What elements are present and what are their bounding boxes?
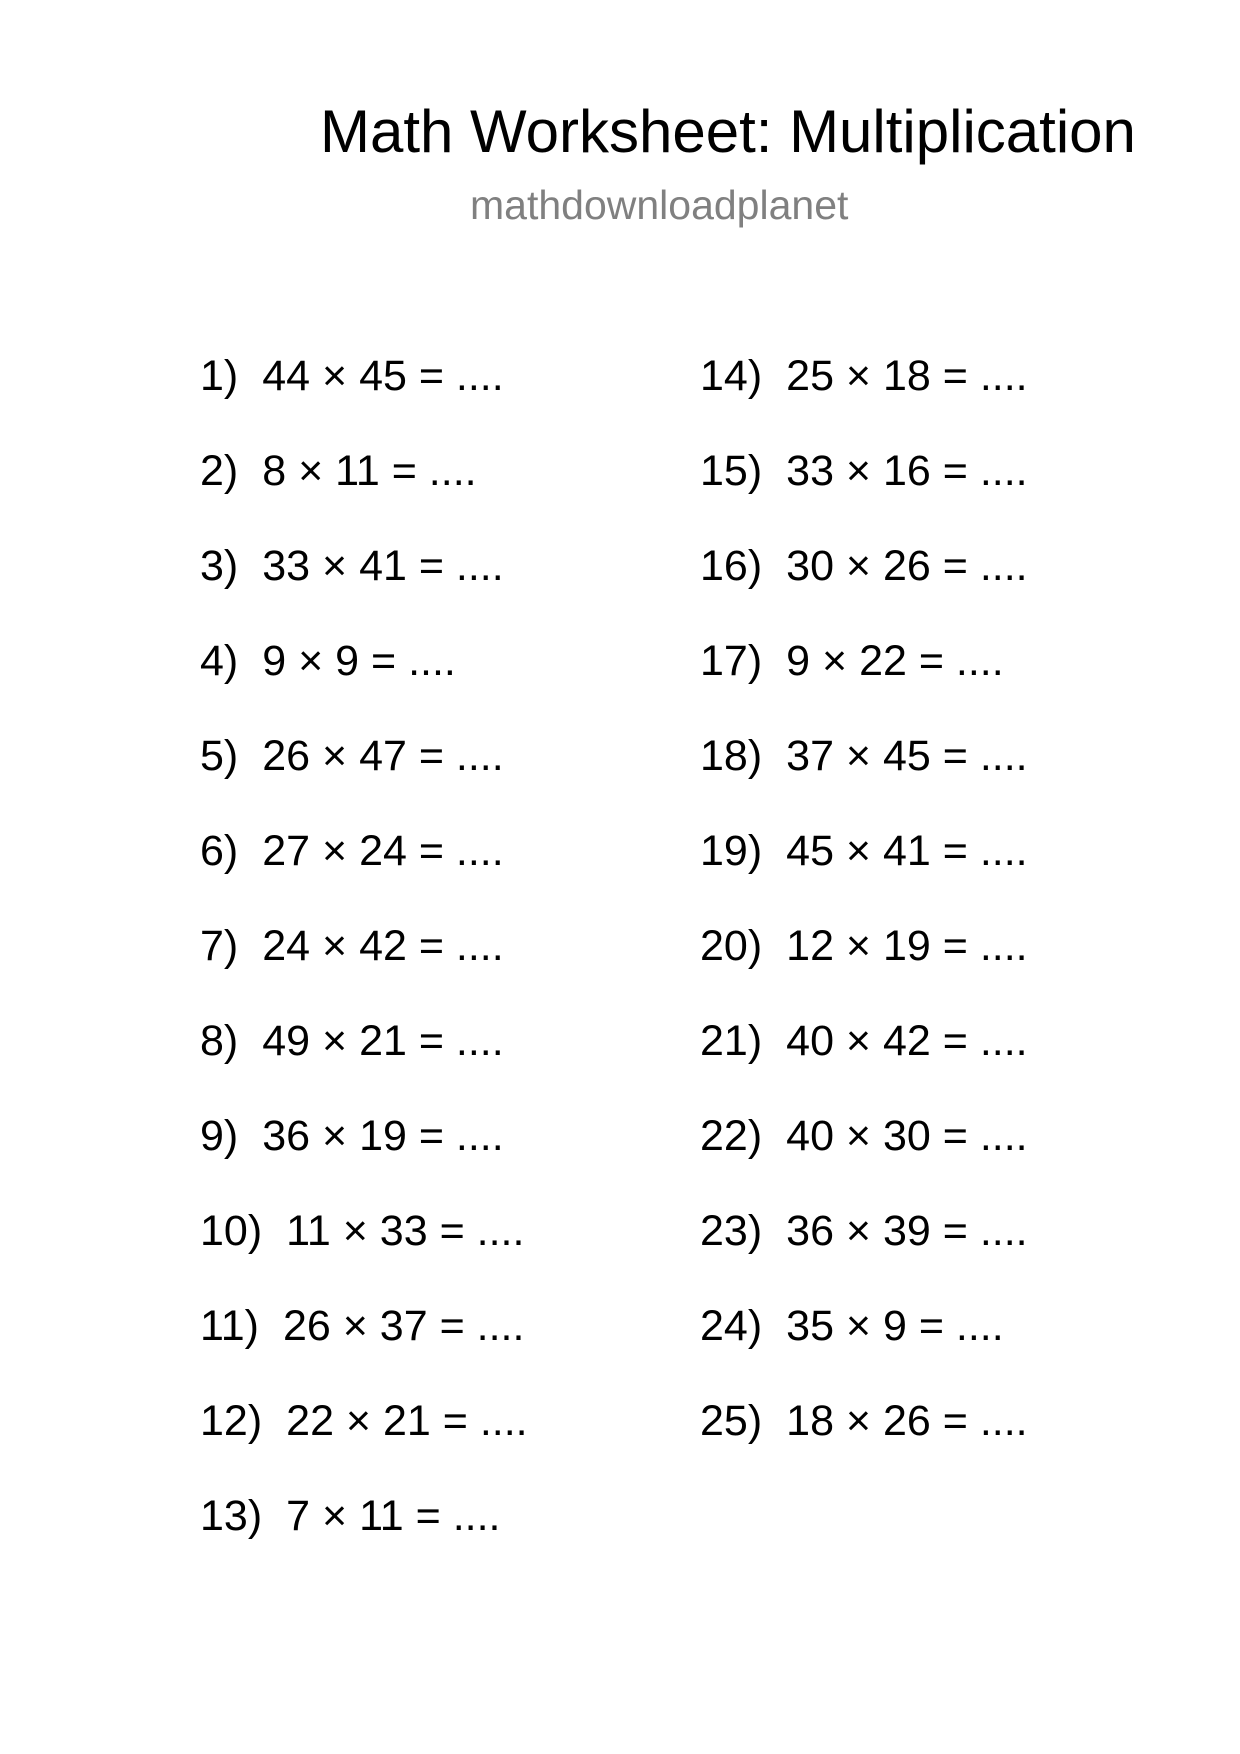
- problem-item: [200, 631, 528, 726]
- problems-column-left: [200, 346, 528, 1581]
- page-title: Math Worksheet: Multiplication: [320, 98, 1136, 165]
- problem-expression: 12 × 19 = ....: [786, 922, 1028, 970]
- problem-number: 14): [700, 352, 763, 400]
- problem-expression: 37 × 45 = ....: [786, 732, 1028, 780]
- problem-item: [200, 346, 528, 441]
- problem-expression: 11 × 33 = ....: [286, 1207, 525, 1255]
- problem-number: 25): [700, 1397, 763, 1445]
- problem-number: 15): [700, 447, 763, 495]
- problem-expression: 25 × 18 = ....: [786, 352, 1028, 400]
- problem-expression: 36 × 39 = ....: [786, 1207, 1028, 1255]
- problem-number: 8): [200, 1017, 239, 1065]
- problem-expression: 35 × 9 = ....: [786, 1302, 1004, 1350]
- problem-item: [200, 1201, 528, 1296]
- problem-item: [200, 1486, 528, 1581]
- problem-expression: 24 × 42 = ....: [262, 922, 504, 970]
- problem-number: 22): [700, 1112, 763, 1160]
- problem-item: [700, 1391, 1028, 1486]
- problem-number: 19): [700, 827, 763, 875]
- problem-item: [200, 1296, 528, 1391]
- problem-expression: 49 × 21 = ....: [262, 1017, 504, 1065]
- problem-expression: 26 × 47 = ....: [262, 732, 504, 780]
- problem-number: 2): [200, 447, 239, 495]
- problem-item: [700, 1011, 1028, 1106]
- problem-item: [700, 726, 1028, 821]
- problem-item: [200, 1106, 528, 1201]
- problem-item: [200, 441, 528, 536]
- problem-item: [200, 1391, 528, 1486]
- problem-number: 6): [200, 827, 239, 875]
- problem-number: 18): [700, 732, 763, 780]
- page-subtitle: mathdownloadplanet: [470, 182, 849, 228]
- problem-expression: 44 × 45 = ....: [262, 352, 504, 400]
- problem-item: [700, 821, 1028, 916]
- problem-item: [700, 536, 1028, 631]
- problem-expression: 33 × 16 = ....: [786, 447, 1028, 495]
- problem-item: [700, 631, 1028, 726]
- problem-expression: 18 × 26 = ....: [786, 1397, 1028, 1445]
- problem-expression: 22 × 21 = ....: [286, 1397, 528, 1445]
- problem-number: 1): [200, 352, 239, 400]
- problem-item: [700, 441, 1028, 536]
- problem-item: [200, 821, 528, 916]
- problem-expression: 26 × 37 = ....: [282, 1302, 525, 1350]
- problem-number: 3): [200, 542, 239, 590]
- problem-item: [700, 916, 1028, 1011]
- problem-number: 13): [200, 1492, 263, 1540]
- problem-expression: 33 × 41 = ....: [262, 542, 504, 590]
- problem-expression: 30 × 26 = ....: [786, 542, 1028, 590]
- problem-number: 9): [200, 1112, 239, 1160]
- problem-number: 11): [200, 1302, 259, 1350]
- problem-number: 23): [700, 1207, 763, 1255]
- problem-expression: 45 × 41 = ....: [786, 827, 1028, 875]
- problem-number: 4): [200, 637, 239, 685]
- problem-item: [200, 536, 528, 631]
- problem-number: 20): [700, 922, 763, 970]
- problem-item: [200, 916, 528, 1011]
- problem-number: 7): [200, 922, 239, 970]
- problem-number: 16): [700, 542, 763, 590]
- problem-expression: 40 × 30 = ....: [786, 1112, 1028, 1160]
- problem-item: [700, 1106, 1028, 1201]
- problem-expression: 9 × 22 = ....: [786, 637, 1004, 685]
- problem-item: [700, 1201, 1028, 1296]
- problem-expression: 36 × 19 = ....: [262, 1112, 504, 1160]
- problems-column-right: [700, 346, 1028, 1486]
- problem-expression: 8 × 11 = ....: [262, 447, 477, 495]
- problem-number: 17): [700, 637, 763, 685]
- problem-number: 12): [200, 1397, 263, 1445]
- problem-number: 21): [700, 1017, 763, 1065]
- problem-number: 24): [700, 1302, 763, 1350]
- problem-number: 5): [200, 732, 239, 780]
- problem-item: [700, 1296, 1028, 1391]
- problem-item: [200, 1011, 528, 1106]
- problem-expression: 7 × 11 = ....: [286, 1492, 501, 1540]
- problem-expression: 27 × 24 = ....: [262, 827, 504, 875]
- problem-expression: 40 × 42 = ....: [786, 1017, 1028, 1065]
- problem-item: [700, 346, 1028, 441]
- problem-number: 10): [200, 1207, 263, 1255]
- problem-item: [200, 726, 528, 821]
- problem-expression: 9 × 9 = ....: [262, 637, 456, 685]
